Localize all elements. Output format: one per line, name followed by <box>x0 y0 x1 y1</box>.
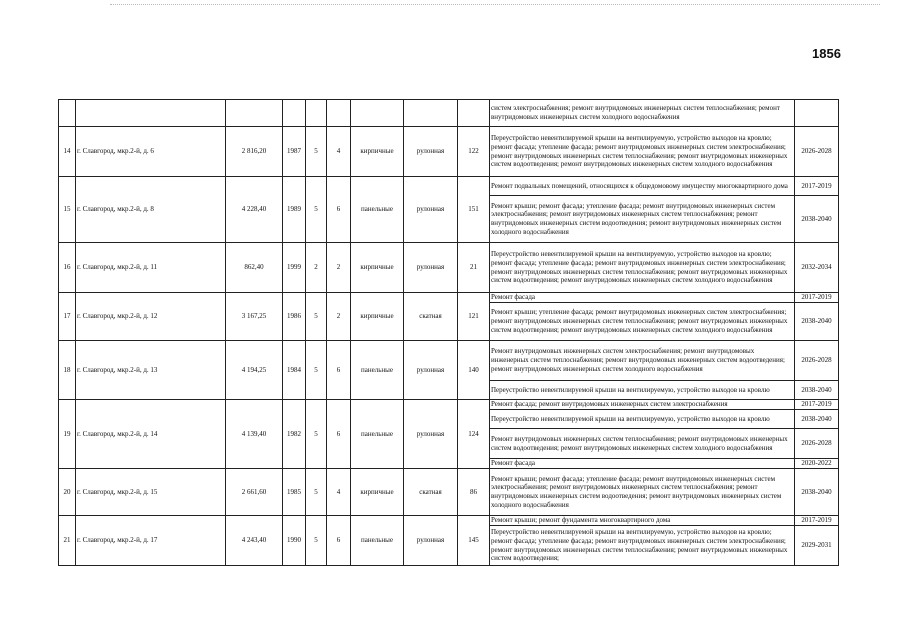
wall-material-cell: панельные <box>351 177 404 243</box>
entrances-cell: 6 <box>327 516 351 566</box>
apartments-cell: 121 <box>458 293 490 341</box>
period-cell: 2017-2019 <box>795 516 839 526</box>
table-row <box>59 127 839 177</box>
table-row <box>59 243 839 293</box>
row-number-cell: 14 <box>59 127 76 177</box>
page-number: 1856 <box>812 46 841 61</box>
table-row <box>59 400 839 410</box>
roof-type-cell <box>404 100 458 127</box>
apartments-cell: 151 <box>458 177 490 243</box>
works-cell: Ремонт крыши; утепление фасада; ремонт внутридомовых инженерных систем электроснабжения; ремонт внутридомовых инженерных систем теплоснабжения; ремонт внутридомовых инженерных систем водоотведения; ремонт внутридомовых инженерных систем холодного водоснабжения <box>490 303 795 341</box>
table-row <box>59 177 839 196</box>
entrances-cell: 6 <box>327 177 351 243</box>
table-row <box>59 341 839 381</box>
roof-type-cell: скатная <box>404 469 458 516</box>
works-cell: Переустройство невентилируемой крыши на вентилируемую, устройство выходов на кровлю <box>490 410 795 429</box>
floors-cell: 5 <box>306 400 327 469</box>
works-cell: систем электроснабжения; ремонт внутридомовых инженерных систем теплоснабжения; ремонт внутридомовых инженерных систем холодного водоснабжения <box>490 100 795 127</box>
period-cell: 2032-2034 <box>795 243 839 293</box>
floors-cell: 5 <box>306 516 327 566</box>
roof-type-cell: рулонная <box>404 341 458 400</box>
works-cell: Ремонт крыши; ремонт фасада; утепление фасада; ремонт внутридомовых инженерных систем электроснабжения; ремонт внутридомовых инженерных систем теплоснабжения; ремонт внутридомовых инженерных систем водоотведения; ремонт внутридомовых инженерных систем холодного водоснабжения <box>490 469 795 516</box>
entrances-cell: 2 <box>327 293 351 341</box>
period-cell: 2020-2022 <box>795 459 839 469</box>
address-cell: г. Славгород, мкр.2-й, д. 17 <box>76 516 226 566</box>
roof-type-cell: скатная <box>404 293 458 341</box>
address-cell: г. Славгород, мкр.2-й, д. 11 <box>76 243 226 293</box>
entrances-cell: 6 <box>327 400 351 469</box>
apartments-cell: 21 <box>458 243 490 293</box>
period-cell: 2026-2028 <box>795 341 839 381</box>
wall-material-cell: панельные <box>351 341 404 400</box>
area-cell: 4 194,25 <box>226 341 283 400</box>
floors-cell <box>306 100 327 127</box>
works-cell: Ремонт фасада; ремонт внутридомовых инженерных систем электроснабжения <box>490 400 795 410</box>
period-cell: 2017-2019 <box>795 400 839 410</box>
area-cell: 862,40 <box>226 243 283 293</box>
entrances-cell: 4 <box>327 127 351 177</box>
row-number-cell: 21 <box>59 516 76 566</box>
table-body <box>59 100 839 566</box>
entrances-cell: 4 <box>327 469 351 516</box>
floors-cell: 5 <box>306 469 327 516</box>
row-number-cell: 18 <box>59 341 76 400</box>
roof-type-cell: рулонная <box>404 127 458 177</box>
apartments-cell <box>458 100 490 127</box>
period-cell: 2038-2040 <box>795 381 839 400</box>
apartments-cell: 122 <box>458 127 490 177</box>
wall-material-cell <box>351 100 404 127</box>
year-cell: 1990 <box>283 516 306 566</box>
year-cell: 1985 <box>283 469 306 516</box>
works-cell: Переустройство невентилируемой крыши на вентилируемую, устройство выходов на кровлю; ремонт фасада; утепление фасада; ремонт внутридомовых инженерных систем электроснабжения; ремонт внутридомовых инженерных систем теплоснабжения; ремонт внутридомовых инженерных систем водоотведения; ремонт внутридомовых инженерных систем холодного водоснабжения <box>490 127 795 177</box>
area-cell: 4 243,40 <box>226 516 283 566</box>
period-cell: 2038-2040 <box>795 469 839 516</box>
address-cell: г. Славгород, мкр.2-й, д. 14 <box>76 400 226 469</box>
row-number-cell <box>59 100 76 127</box>
wall-material-cell: панельные <box>351 400 404 469</box>
year-cell: 1999 <box>283 243 306 293</box>
housing-repair-table <box>58 99 839 566</box>
floors-cell: 5 <box>306 341 327 400</box>
works-cell: Ремонт внутридомовых инженерных систем электроснабжения; ремонт внутридомовых инженерных систем теплоснабжения; ремонт внутридомовых инженерных систем водоотведения; ремонт внутридомовых инженерных систем холодного водоснабжения <box>490 341 795 381</box>
period-cell: 2038-2040 <box>795 196 839 243</box>
year-cell: 1986 <box>283 293 306 341</box>
address-cell: г. Славгород, мкр.2-й, д. 6 <box>76 127 226 177</box>
wall-material-cell: кирпичные <box>351 469 404 516</box>
works-cell: Переустройство невентилируемой крыши на вентилируемую, устройство выходов на кровлю <box>490 381 795 400</box>
period-cell: 2038-2040 <box>795 303 839 341</box>
table-row <box>59 100 839 127</box>
address-cell <box>76 100 226 127</box>
wall-material-cell: кирпичные <box>351 293 404 341</box>
wall-material-cell: панельные <box>351 516 404 566</box>
entrances-cell: 2 <box>327 243 351 293</box>
row-number-cell: 20 <box>59 469 76 516</box>
apartments-cell: 124 <box>458 400 490 469</box>
roof-type-cell: рулонная <box>404 400 458 469</box>
wall-material-cell: кирпичные <box>351 243 404 293</box>
year-cell: 1987 <box>283 127 306 177</box>
works-cell: Ремонт подвальных помещений, относящихся к общедомовому имуществу многоквартирного дома <box>490 177 795 196</box>
row-number-cell: 19 <box>59 400 76 469</box>
works-cell: Ремонт крыши; ремонт фундамента многоквартирного дома <box>490 516 795 526</box>
works-cell: Ремонт внутридомовых инженерных систем теплоснабжения; ремонт внутридомовых инженерных систем водоотведения; ремонт внутридомовых инженерных систем холодного водоснабжения <box>490 429 795 459</box>
period-cell: 2017-2019 <box>795 293 839 303</box>
year-cell: 1982 <box>283 400 306 469</box>
roof-type-cell: рулонная <box>404 177 458 243</box>
year-cell: 1984 <box>283 341 306 400</box>
floors-cell: 5 <box>306 177 327 243</box>
scan-artifact-line <box>110 4 880 7</box>
period-cell: 2026-2028 <box>795 429 839 459</box>
area-cell: 2 661,60 <box>226 469 283 516</box>
roof-type-cell: рулонная <box>404 243 458 293</box>
area-cell <box>226 100 283 127</box>
table-row <box>59 469 839 516</box>
wall-material-cell: кирпичные <box>351 127 404 177</box>
roof-type-cell: рулонная <box>404 516 458 566</box>
works-cell: Ремонт фасада <box>490 459 795 469</box>
row-number-cell: 16 <box>59 243 76 293</box>
year-cell: 1989 <box>283 177 306 243</box>
apartments-cell: 86 <box>458 469 490 516</box>
floors-cell: 5 <box>306 293 327 341</box>
works-cell: Ремонт крыши; ремонт фасада; утепление фасада; ремонт внутридомовых инженерных систем электроснабжения; ремонт внутридомовых инженерных систем теплоснабжения; ремонт внутридомовых инженерных систем водоотведения; ремонт внутридомовых инженерных систем холодного водоснабжения <box>490 196 795 243</box>
area-cell: 2 816,20 <box>226 127 283 177</box>
area-cell: 3 167,25 <box>226 293 283 341</box>
apartments-cell: 140 <box>458 341 490 400</box>
area-cell: 4 139,40 <box>226 400 283 469</box>
row-number-cell: 17 <box>59 293 76 341</box>
year-cell <box>283 100 306 127</box>
address-cell: г. Славгород, мкр.2-й, д. 8 <box>76 177 226 243</box>
area-cell: 4 228,40 <box>226 177 283 243</box>
address-cell: г. Славгород, мкр.2-й, д. 15 <box>76 469 226 516</box>
period-cell: 2038-2040 <box>795 410 839 429</box>
apartments-cell: 145 <box>458 516 490 566</box>
address-cell: г. Славгород, мкр.2-й, д. 13 <box>76 341 226 400</box>
works-cell: Ремонт фасада <box>490 293 795 303</box>
entrances-cell <box>327 100 351 127</box>
works-cell: Переустройство невентилируемой крыши на вентилируемую, устройство выходов на кровлю; ремонт фасада; утепление фасада; ремонт внутридомовых инженерных систем электроснабжения; ремонт внутридомовых инженерных систем теплоснабжения; ремонт внутридомовых инженерных систем водоотведения; <box>490 526 795 566</box>
floors-cell: 5 <box>306 127 327 177</box>
table-row <box>59 293 839 303</box>
floors-cell: 2 <box>306 243 327 293</box>
entrances-cell: 6 <box>327 341 351 400</box>
row-number-cell: 15 <box>59 177 76 243</box>
period-cell: 2026-2028 <box>795 127 839 177</box>
address-cell: г. Славгород, мкр.2-й, д. 12 <box>76 293 226 341</box>
period-cell: 2017-2019 <box>795 177 839 196</box>
period-cell: 2029-2031 <box>795 526 839 566</box>
works-cell: Переустройство невентилируемой крыши на вентилируемую, устройство выходов на кровлю; ремонт фасада; утепление фасада; ремонт внутридомовых инженерных систем электроснабжения; ремонт внутридомовых инженерных систем теплоснабжения; ремонт внутридомовых инженерных систем водоотведения; ремонт внутридомовых инженерных систем холодного водоснабжения <box>490 243 795 293</box>
period-cell <box>795 100 839 127</box>
table-row <box>59 516 839 526</box>
